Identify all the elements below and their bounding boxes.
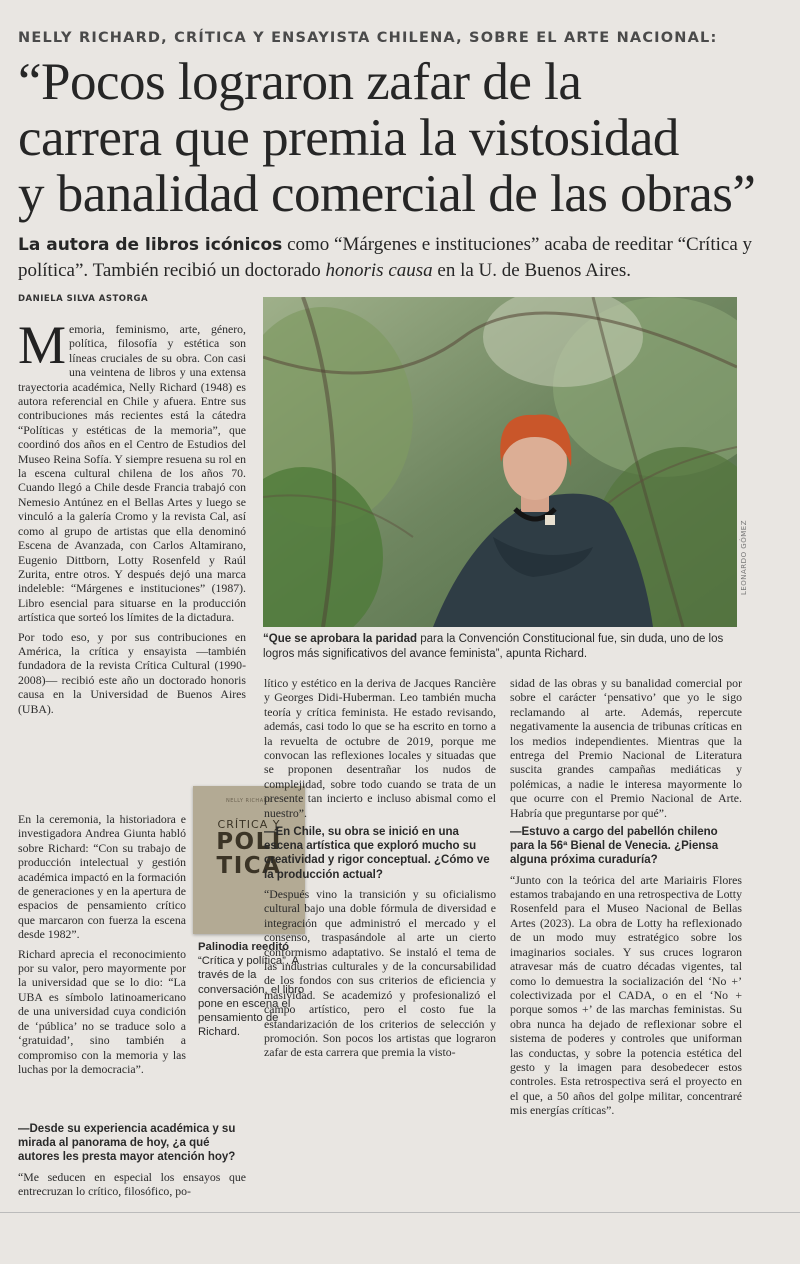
column-3 (510, 676, 742, 1123)
column-3-question: —Estuvo a cargo del pabellón chileno para la 56ª Bienal de Venecia. ¿Piensa alguna próxima curaduría? (510, 826, 719, 867)
deck-text-2: en la U. de Buenos Aires. (432, 260, 632, 281)
caption-lead: “Que se aprobara la paridad (263, 633, 418, 645)
book-caption-text: “Crítica y política”. A través de la conversación, el libro pone en escena el pensamiento de Richard. (198, 955, 305, 1039)
book-title-1: CRÍTICA Y (217, 818, 281, 831)
column-2-question: —En Chile, su obra se inició en una escena artística que exploró mucho su creatividad y rigor conceptual. ¿Cómo ve la producción actual? (264, 826, 490, 881)
book-title-3: TICA (216, 853, 282, 879)
column-1-paragraph-4: Richard aprecia el reconocimiento por su valor, pero mayormente por la universidad que se lo dio: “La UBA es símbolo latinoamericano de una universidad cuya condición de ‘pública’ no se traduce solo a ‘gratuidad’, sino también a compromiso con la memoria y las luchas por la democracia”. (18, 946, 186, 1076)
caption-text: para la Convención Constitucional fue, sin duda, uno de los logros más significativos del avance feminista”, apunta Richard. (263, 633, 724, 660)
deck-lead: La autora de libros icónicos (18, 235, 283, 255)
column-1-paragraph-5: “Me seducen en especial los ensayos que entrecruzan lo crítico, filosófico, po- (18, 1169, 246, 1199)
photo-credit: LEONARDO GÓMEZ (740, 520, 748, 596)
headline (18, 54, 788, 222)
drop-cap: M (18, 315, 67, 375)
column-1-bottom (18, 1122, 246, 1203)
book-title-2: POLÍ (216, 829, 282, 855)
column-2-paragraph-2: “Después vino la transición y su oficialismo cultural bajo una doble fórmula de diversidad e integración que administró el mercado y el consenso, traspasándole al arte un cierto conformismo adaptativo. Se instaló el tema de las industrias culturales y de la concursabilidad de los fondos con sus criterios de eficiencia y masividad. Se academizó y profesionalizó el campo artístico, pero el costo fue la estandarización de los criterios de selección y promoción. Son pocos los artistas que lograron zafar de esta carrera que premia la visto- (264, 886, 496, 1060)
byline: DANIELA SILVA ASTORGA (18, 294, 149, 304)
deck-italic: honoris causa (325, 260, 433, 281)
column-3-paragraph-2: “Junto con la teórica del arte Mariairis Flores estamos trabajando en una retrospectiva de Lotty Rosenfeld para el Museo Nacional de Bellas Artes (2023). La obra de Lotty ha reflexionado de un modo muy estratégico sobre los imaginarios sociales. Y sus cruces lograron atravesar más de cuatro décadas vigentes, tal como lo demuestra la socialización del ‘No +’ colectivizada por el CADA, o en el ‘No + porque somos +’ de las marchas feministas. Su obra nunca ha dejado de reflexionar sobre el sistema de poderes y controles que uniforman las conductas, y sobre la potencia estética del gesto y la imagen para desobedecer estos controles. Esta retrospectiva será el proyecto en el que, a 50 años del golpe militar, concentraré mis energías críticas”. (510, 872, 742, 1118)
deck-text-1: como “Márgenes e instituciones” acaba de reeditar “Crítica y política”. También recibió un doctorado (18, 234, 753, 281)
deck (18, 232, 788, 283)
headline-line-1: “Pocos lograron zafar de la (18, 53, 582, 111)
column-1-paragraph-3: En la ceremonia, la historiadora e investigadora Andrea Giunta habló sobre Richard: “Con su trabajo de producción intelectual y gestión académica impactó en la formación de generaciones y en la apertura de espacios de pensamiento crítico que marcaron con fuerza la escena desde 1982”. (18, 812, 186, 942)
kicker: NELLY RICHARD, CRÍTICA Y ENSAYISTA CHILENA, SOBRE EL ARTE NACIONAL: (18, 30, 718, 46)
column-1-question: —Desde su experiencia académica y su mirada al panorama de hoy, ¿a qué autores les presta mayor atención hoy? (18, 1123, 236, 1164)
column-1-paragraph-1 (18, 315, 246, 625)
photo-caption (263, 632, 741, 662)
headline-line-3: y banalidad comercial de las obras” (18, 165, 756, 223)
headline-line-2: carrera que premia la vistosidad (18, 109, 679, 167)
book-author: NELLY RICHARD (226, 798, 272, 804)
column-1 (18, 315, 246, 721)
column-3-paragraph-1: sidad de las obras y su banalidad comercial por sobre el carácter ‘pensativo’ que yo le sigo reclamando al arte. Además, repercute negativamente la ausencia de tribunas críticas en los medios independientes. Mientras que la entrega del Premio Nacional de Literatura suscita grandes campañas mediáticas y polémicas, a nadie le interesa mayormente lo que ocurre con el Premio Nacional de Arte. Habría que preguntarse por qué”. (510, 676, 742, 820)
column-2 (264, 676, 496, 1065)
column-1-narrow (18, 812, 186, 1081)
column-2-paragraph-1: lítico y estético en la deriva de Jacques Rancière y Georges Didi-Huberman. Leo también mucha teoría y crítica feminista. He estado revisando, además, casi todo lo que se ha escrito en torno a la revuelta de octubre de 2019, porque me convocan las reflexiones locales y situadas que se proponen desentrañar los nudos de complejidad, sobre todo cuando se trata de un presente tan incierto e incluso abismal como el nuestro”. (264, 676, 496, 820)
page-bottom-rule (0, 1212, 800, 1213)
column-1-paragraph-2: Por todo eso, y por sus contribuciones en América, la crítica y ensayista —también fundadora de la revista Crítica Cultural (1990-2008)— recibió este año un doctorado honoris causa en la Universidad de Buenos Aires (UBA). (18, 629, 246, 716)
column-1-paragraph-1-text: emoria, feminismo, arte, género, política, filosofía y estética son líneas cruciales de su obra. Con casi una veintena de libros y una extensa trayectoria académica, Nelly Richard (1948) es autora referencial en Chile y afuera. Entre sus contribuciones más recientes está la cátedra “Políticas y estéticas de la memoria”, que coordinó dos años en el Centro de Estudios del Museo Reina Sofía. Y siempre resuena su rol en la escena cultural chilena de los años 70. Cuando llegó a Chile desde Francia trabajó con Nemesio Antúnez en el Bellas Artes y luego se vinculó a la galería Cromo y la revista Cal, así como al grupo de artistas que ella denominó Escena de Avanzada, con Carlos Altamirano, Eugenio Dittborn, Lotty Rosenfeld y Raúl Zurita, entre otros. Y después dejó una marca indeleble: “Márgenes e instituciones” (1987). Libro esencial para situarse en la producción artística que sorteó los límites de la dictadura. (18, 322, 246, 625)
portrait-photo (263, 297, 737, 627)
book-caption-lead: Palinodia reeditó (198, 941, 290, 953)
